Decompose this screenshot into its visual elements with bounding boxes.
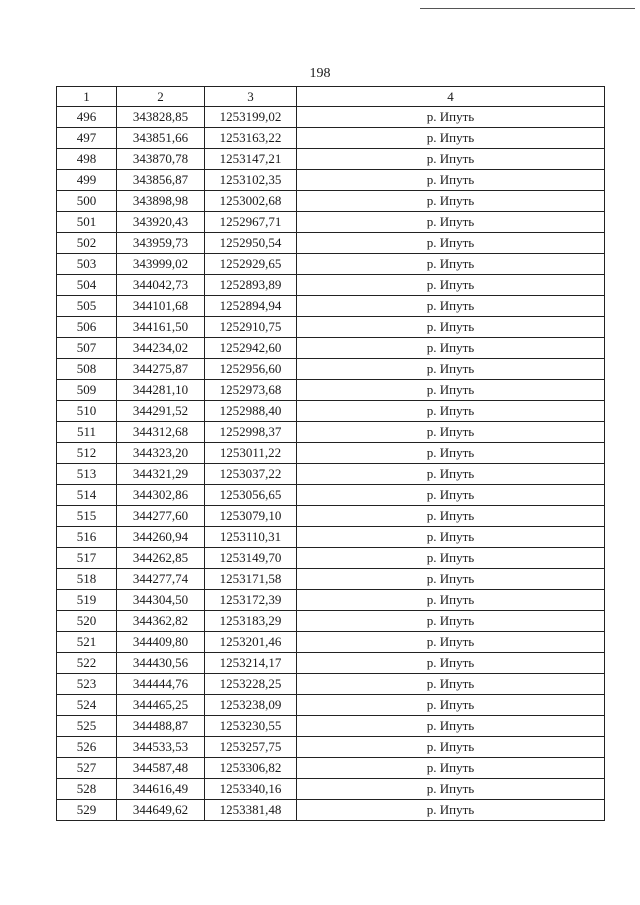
cell-point-number: 499 (57, 170, 117, 191)
cell-x-coordinate: 343870,78 (117, 149, 205, 170)
cell-y-coordinate: 1252973,68 (205, 380, 297, 401)
cell-description: р. Ипуть (297, 170, 605, 191)
cell-description: р. Ипуть (297, 254, 605, 275)
table-row (57, 149, 605, 170)
cell-point-number: 508 (57, 359, 117, 380)
cell-point-number: 505 (57, 296, 117, 317)
cell-x-coordinate: 344275,87 (117, 359, 205, 380)
cell-point-number: 503 (57, 254, 117, 275)
cell-y-coordinate: 1253306,82 (205, 758, 297, 779)
cell-y-coordinate: 1253163,22 (205, 128, 297, 149)
table-row (57, 527, 605, 548)
top-edge-rule (420, 8, 635, 9)
table-row (57, 506, 605, 527)
cell-x-coordinate: 344161,50 (117, 317, 205, 338)
cell-point-number: 513 (57, 464, 117, 485)
table-row (57, 422, 605, 443)
table-row (57, 632, 605, 653)
cell-y-coordinate: 1253172,39 (205, 590, 297, 611)
cell-y-coordinate: 1252950,54 (205, 233, 297, 254)
table-row (57, 737, 605, 758)
cell-point-number: 521 (57, 632, 117, 653)
cell-description: р. Ипуть (297, 674, 605, 695)
column-header-y-coordinate: 3 (205, 87, 297, 107)
cell-x-coordinate: 344587,48 (117, 758, 205, 779)
cell-description: р. Ипуть (297, 590, 605, 611)
table-row (57, 695, 605, 716)
cell-point-number: 514 (57, 485, 117, 506)
table-row (57, 212, 605, 233)
cell-x-coordinate: 343959,73 (117, 233, 205, 254)
cell-description: р. Ипуть (297, 191, 605, 212)
cell-y-coordinate: 1253214,17 (205, 653, 297, 674)
cell-description: р. Ипуть (297, 443, 605, 464)
cell-point-number: 518 (57, 569, 117, 590)
cell-y-coordinate: 1253381,48 (205, 800, 297, 821)
cell-x-coordinate: 343999,02 (117, 254, 205, 275)
table-row (57, 485, 605, 506)
cell-description: р. Ипуть (297, 359, 605, 380)
table-row (57, 380, 605, 401)
cell-point-number: 517 (57, 548, 117, 569)
cell-x-coordinate: 344312,68 (117, 422, 205, 443)
cell-y-coordinate: 1252894,94 (205, 296, 297, 317)
cell-y-coordinate: 1253199,02 (205, 107, 297, 128)
cell-y-coordinate: 1253147,21 (205, 149, 297, 170)
cell-x-coordinate: 344465,25 (117, 695, 205, 716)
cell-description: р. Ипуть (297, 611, 605, 632)
cell-description: р. Ипуть (297, 401, 605, 422)
cell-description: р. Ипуть (297, 653, 605, 674)
cell-y-coordinate: 1253201,46 (205, 632, 297, 653)
table-row (57, 464, 605, 485)
cell-y-coordinate: 1252910,75 (205, 317, 297, 338)
cell-point-number: 506 (57, 317, 117, 338)
cell-x-coordinate: 344649,62 (117, 800, 205, 821)
cell-x-coordinate: 343851,66 (117, 128, 205, 149)
cell-point-number: 520 (57, 611, 117, 632)
column-header-description: 4 (297, 87, 605, 107)
cell-y-coordinate: 1253340,16 (205, 779, 297, 800)
cell-y-coordinate: 1253056,65 (205, 485, 297, 506)
cell-y-coordinate: 1252956,60 (205, 359, 297, 380)
cell-point-number: 516 (57, 527, 117, 548)
cell-y-coordinate: 1253183,29 (205, 611, 297, 632)
table-row (57, 401, 605, 422)
cell-y-coordinate: 1252998,37 (205, 422, 297, 443)
table-body (57, 107, 605, 821)
cell-description: р. Ипуть (297, 338, 605, 359)
cell-description: р. Ипуть (297, 107, 605, 128)
cell-y-coordinate: 1253171,58 (205, 569, 297, 590)
cell-x-coordinate: 344430,56 (117, 653, 205, 674)
cell-point-number: 512 (57, 443, 117, 464)
cell-point-number: 528 (57, 779, 117, 800)
cell-x-coordinate: 344277,74 (117, 569, 205, 590)
cell-x-coordinate: 344042,73 (117, 275, 205, 296)
cell-description: р. Ипуть (297, 527, 605, 548)
cell-point-number: 504 (57, 275, 117, 296)
cell-description: р. Ипуть (297, 800, 605, 821)
cell-y-coordinate: 1253110,31 (205, 527, 297, 548)
cell-y-coordinate: 1253011,22 (205, 443, 297, 464)
table-row (57, 569, 605, 590)
cell-point-number: 496 (57, 107, 117, 128)
cell-description: р. Ипуть (297, 212, 605, 233)
table-row (57, 170, 605, 191)
table-row (57, 128, 605, 149)
cell-point-number: 500 (57, 191, 117, 212)
cell-description: р. Ипуть (297, 737, 605, 758)
cell-x-coordinate: 344409,80 (117, 632, 205, 653)
cell-description: р. Ипуть (297, 506, 605, 527)
table-row (57, 716, 605, 737)
table-row (57, 296, 605, 317)
cell-point-number: 501 (57, 212, 117, 233)
cell-x-coordinate: 344281,10 (117, 380, 205, 401)
cell-y-coordinate: 1252967,71 (205, 212, 297, 233)
cell-point-number: 524 (57, 695, 117, 716)
cell-x-coordinate: 343828,85 (117, 107, 205, 128)
table-row (57, 443, 605, 464)
cell-x-coordinate: 343856,87 (117, 170, 205, 191)
cell-y-coordinate: 1253102,35 (205, 170, 297, 191)
cell-y-coordinate: 1252942,60 (205, 338, 297, 359)
cell-point-number: 529 (57, 800, 117, 821)
cell-point-number: 526 (57, 737, 117, 758)
cell-description: р. Ипуть (297, 128, 605, 149)
cell-point-number: 527 (57, 758, 117, 779)
cell-x-coordinate: 344260,94 (117, 527, 205, 548)
table-header (57, 87, 605, 107)
cell-description: р. Ипуть (297, 317, 605, 338)
cell-description: р. Ипуть (297, 548, 605, 569)
cell-point-number: 509 (57, 380, 117, 401)
cell-x-coordinate: 344291,52 (117, 401, 205, 422)
table-row (57, 653, 605, 674)
table-row (57, 317, 605, 338)
cell-x-coordinate: 344262,85 (117, 548, 205, 569)
cell-y-coordinate: 1253228,25 (205, 674, 297, 695)
cell-point-number: 507 (57, 338, 117, 359)
cell-y-coordinate: 1252893,89 (205, 275, 297, 296)
cell-x-coordinate: 344362,82 (117, 611, 205, 632)
cell-point-number: 502 (57, 233, 117, 254)
cell-x-coordinate: 343920,43 (117, 212, 205, 233)
cell-x-coordinate: 344101,68 (117, 296, 205, 317)
cell-description: р. Ипуть (297, 632, 605, 653)
cell-y-coordinate: 1253002,68 (205, 191, 297, 212)
cell-y-coordinate: 1253257,75 (205, 737, 297, 758)
table-row (57, 800, 605, 821)
column-header-x-coordinate: 2 (117, 87, 205, 107)
cell-y-coordinate: 1253230,55 (205, 716, 297, 737)
cell-description: р. Ипуть (297, 422, 605, 443)
table-row (57, 107, 605, 128)
table-row (57, 611, 605, 632)
cell-x-coordinate: 344321,29 (117, 464, 205, 485)
cell-point-number: 515 (57, 506, 117, 527)
cell-point-number: 497 (57, 128, 117, 149)
cell-point-number: 522 (57, 653, 117, 674)
cell-description: р. Ипуть (297, 758, 605, 779)
cell-point-number: 511 (57, 422, 117, 443)
table-row (57, 275, 605, 296)
cell-y-coordinate: 1252929,65 (205, 254, 297, 275)
cell-x-coordinate: 344234,02 (117, 338, 205, 359)
cell-y-coordinate: 1253079,10 (205, 506, 297, 527)
table-row (57, 779, 605, 800)
cell-description: р. Ипуть (297, 275, 605, 296)
cell-description: р. Ипуть (297, 296, 605, 317)
cell-x-coordinate: 344533,53 (117, 737, 205, 758)
cell-description: р. Ипуть (297, 695, 605, 716)
column-header-point-number: 1 (57, 87, 117, 107)
cell-description: р. Ипуть (297, 716, 605, 737)
cell-description: р. Ипуть (297, 569, 605, 590)
cell-x-coordinate: 344304,50 (117, 590, 205, 611)
cell-x-coordinate: 344277,60 (117, 506, 205, 527)
cell-description: р. Ипуть (297, 464, 605, 485)
table-row (57, 359, 605, 380)
coordinates-table (56, 86, 605, 821)
header-row (57, 87, 605, 107)
cell-x-coordinate: 343898,98 (117, 191, 205, 212)
cell-x-coordinate: 344488,87 (117, 716, 205, 737)
cell-y-coordinate: 1253238,09 (205, 695, 297, 716)
table-row (57, 548, 605, 569)
cell-x-coordinate: 344323,20 (117, 443, 205, 464)
table-row (57, 758, 605, 779)
cell-x-coordinate: 344444,76 (117, 674, 205, 695)
cell-description: р. Ипуть (297, 233, 605, 254)
cell-point-number: 519 (57, 590, 117, 611)
cell-description: р. Ипуть (297, 149, 605, 170)
table-row (57, 233, 605, 254)
cell-description: р. Ипуть (297, 485, 605, 506)
page-number: 198 (309, 66, 331, 81)
cell-point-number: 523 (57, 674, 117, 695)
table-row (57, 254, 605, 275)
cell-description: р. Ипуть (297, 380, 605, 401)
table-row (57, 674, 605, 695)
table-row (57, 590, 605, 611)
table-row (57, 191, 605, 212)
cell-description: р. Ипуть (297, 779, 605, 800)
cell-x-coordinate: 344616,49 (117, 779, 205, 800)
table-row (57, 338, 605, 359)
cell-point-number: 525 (57, 716, 117, 737)
cell-x-coordinate: 344302,86 (117, 485, 205, 506)
cell-point-number: 498 (57, 149, 117, 170)
cell-y-coordinate: 1252988,40 (205, 401, 297, 422)
cell-y-coordinate: 1253037,22 (205, 464, 297, 485)
cell-y-coordinate: 1253149,70 (205, 548, 297, 569)
cell-point-number: 510 (57, 401, 117, 422)
